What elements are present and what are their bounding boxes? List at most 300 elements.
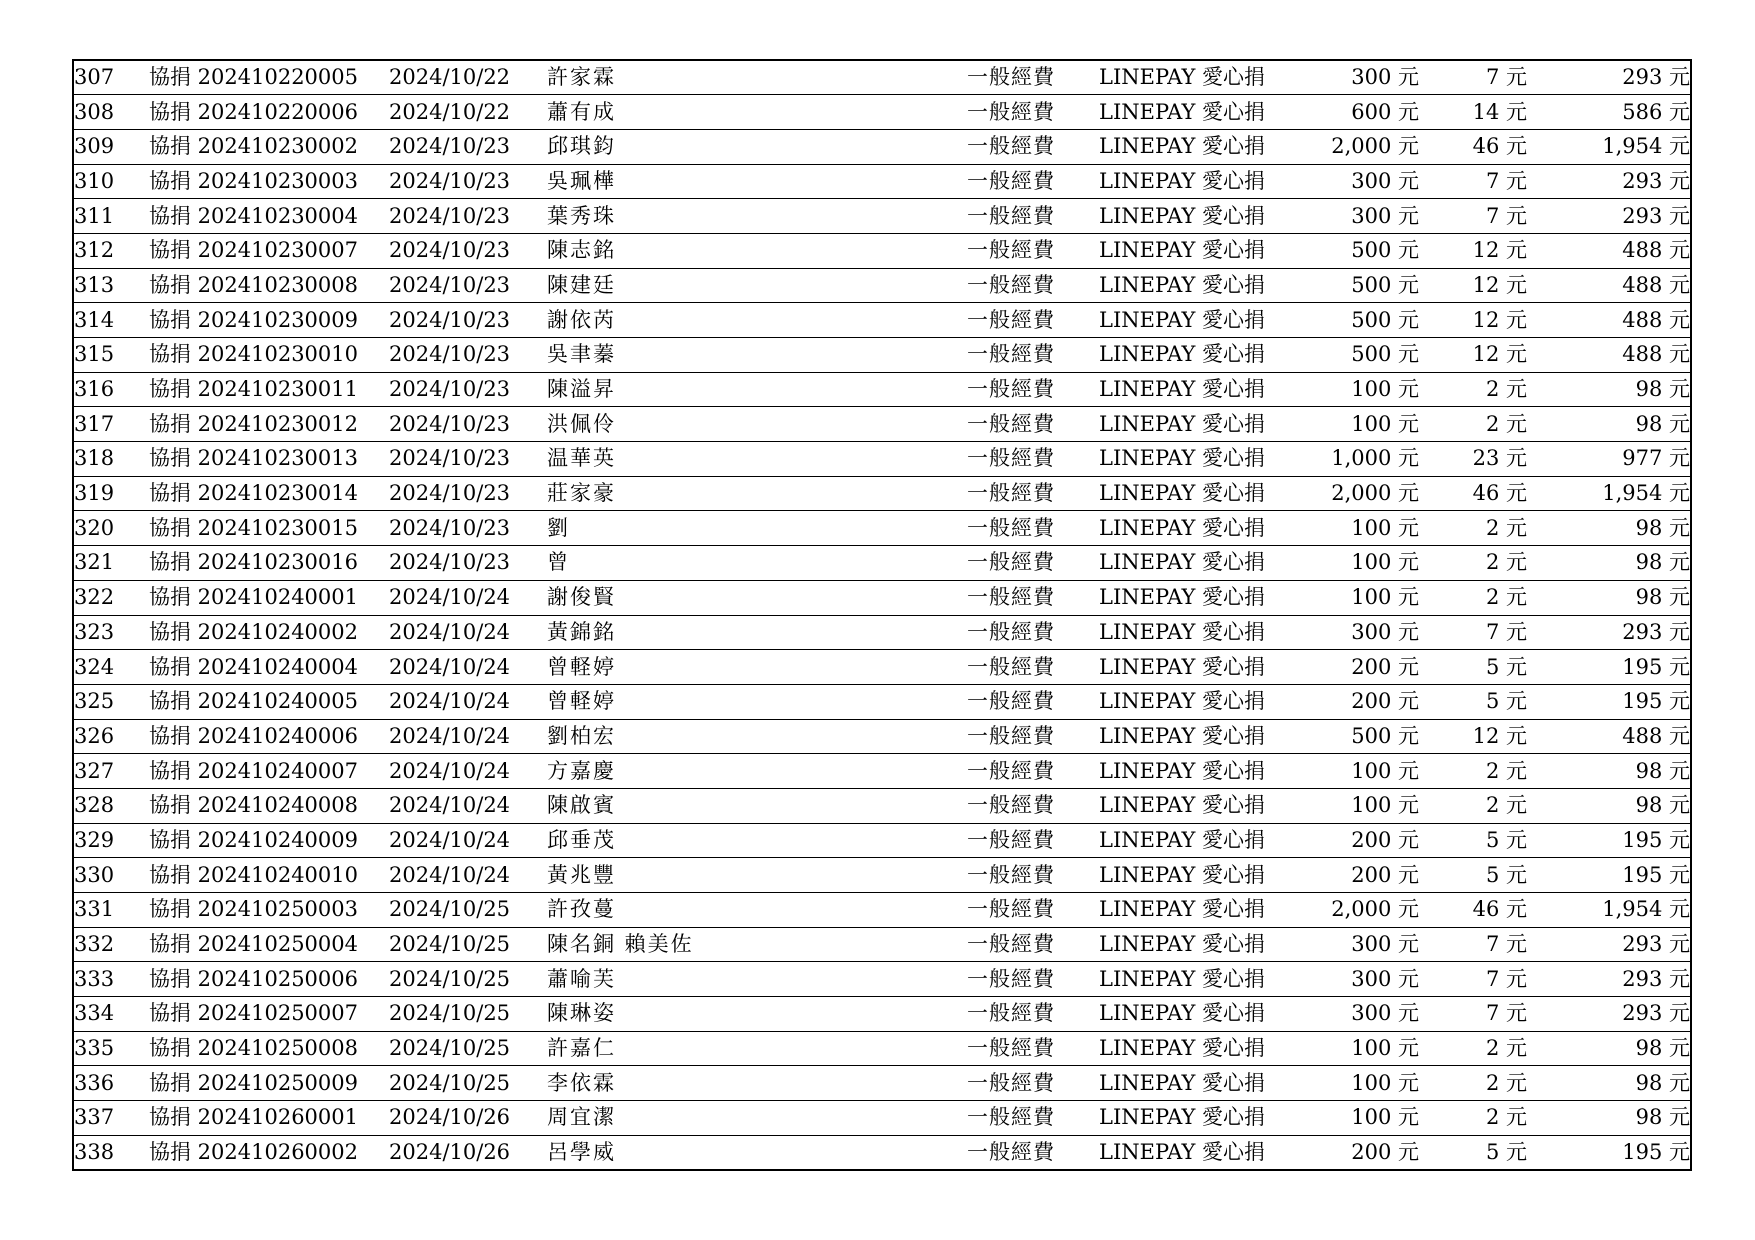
donation-purpose: 一般經費 <box>967 338 1099 373</box>
row-number: 321 <box>73 546 149 581</box>
payment-channel: LINEPAY 愛心捐 <box>1099 372 1299 407</box>
donor-name: 呂學威 <box>547 1139 616 1164</box>
donation-date: 2024/10/24 <box>389 754 547 789</box>
donation-amount: 300 元 <box>1299 997 1419 1032</box>
receipt-number: 協捐 202410260002 <box>149 1139 359 1164</box>
donation-amount: 2,000 元 <box>1299 476 1419 511</box>
row-number: 315 <box>73 338 149 373</box>
donor-name: 吳聿蓁 <box>547 338 967 373</box>
net-amount: 195 元 <box>1527 650 1691 685</box>
receipt-number: 協捐 202410220006 <box>149 95 389 130</box>
donation-date: 2024/10/24 <box>389 650 547 685</box>
donor-name: 劉柏宏 <box>547 719 967 754</box>
donation-purpose: 一般經費 <box>967 823 1099 858</box>
processing-fee: 5 元 <box>1419 650 1527 685</box>
table-row <box>73 719 1691 754</box>
receipt-number: 協捐 202410240007 <box>149 754 389 789</box>
donation-date: 2024/10/23 <box>389 233 547 268</box>
row-number: 319 <box>73 476 149 511</box>
receipt-number: 協捐 202410240008 <box>149 788 389 823</box>
payment-channel: LINEPAY 愛心捐 <box>1099 268 1299 303</box>
processing-fee: 2 元 <box>1419 407 1527 442</box>
processing-fee: 7 元 <box>1419 615 1527 650</box>
donor-name: 許嘉仁 <box>547 1031 967 1066</box>
receipt-number: 協捐 202410240005 <box>149 684 389 719</box>
donation-purpose: 一般經費 <box>967 580 1099 615</box>
donation-date: 2024/10/26 <box>389 1139 511 1164</box>
table-row <box>73 95 1691 130</box>
payment-channel: LINEPAY 愛心捐 <box>1099 1066 1299 1101</box>
donation-purpose: 一般經費 <box>967 546 1099 581</box>
net-amount: 488 元 <box>1527 268 1691 303</box>
receipt-number: 協捐 202410230014 <box>149 476 389 511</box>
donation-amount: 1,000 元 <box>1299 442 1419 477</box>
net-amount: 195 元 <box>1527 823 1691 858</box>
receipt-number: 協捐 202410230004 <box>149 199 389 234</box>
receipt-number: 協捐 202410230011 <box>149 372 389 407</box>
table-row <box>73 1101 1691 1136</box>
table-row <box>73 684 1691 719</box>
table-row <box>73 60 1691 95</box>
table-row <box>73 927 1691 962</box>
net-amount: 488 元 <box>1527 233 1691 268</box>
receipt-number: 協捐 202410250004 <box>149 927 389 962</box>
donor-name: 謝依芮 <box>547 303 967 338</box>
donation-purpose: 一般經費 <box>967 997 1099 1032</box>
donation-amount: 100 元 <box>1299 1066 1419 1101</box>
donation-amount: 200 元 <box>1299 650 1419 685</box>
payment-channel: LINEPAY 愛心捐 <box>1099 615 1299 650</box>
net-amount: 98 元 <box>1527 754 1691 789</box>
donation-amount: 2,000 元 <box>1299 129 1419 164</box>
processing-fee: 2 元 <box>1419 511 1527 546</box>
payment-channel: LINEPAY 愛心捐 <box>1099 823 1299 858</box>
donation-amount: 600 元 <box>1299 95 1419 130</box>
payment-channel: LINEPAY 愛心捐 <box>1099 95 1299 130</box>
donation-purpose: 一般經費 <box>967 129 1099 164</box>
row-number: 325 <box>73 684 149 719</box>
donation-date: 2024/10/25 <box>389 927 547 962</box>
receipt-number: 協捐 202410230012 <box>149 407 389 442</box>
row-number: 317 <box>73 407 149 442</box>
donation-amount: 100 元 <box>1299 511 1419 546</box>
row-number: 323 <box>73 615 149 650</box>
processing-fee: 46 元 <box>1419 129 1527 164</box>
donation-amount: 100 元 <box>1299 1031 1419 1066</box>
donation-purpose: 一般經費 <box>967 199 1099 234</box>
net-amount: 293 元 <box>1527 164 1691 199</box>
table-row <box>73 962 1691 997</box>
donation-amount: 100 元 <box>1299 407 1419 442</box>
processing-fee: 23 元 <box>1419 442 1527 477</box>
donation-amount: 100 元 <box>1299 1101 1419 1136</box>
receipt-number: 協捐 202410250007 <box>149 997 389 1032</box>
receipt-number: 協捐 202410240001 <box>149 580 389 615</box>
receipt-number: 協捐 202410230009 <box>149 303 389 338</box>
receipt-number: 協捐 202410250008 <box>149 1031 389 1066</box>
payment-channel: LINEPAY 愛心捐 <box>1099 129 1299 164</box>
donation-date: 2024/10/24 <box>389 719 547 754</box>
donation-amount: 500 元 <box>1299 303 1419 338</box>
payment-channel: LINEPAY 愛心捐 <box>1099 684 1299 719</box>
net-amount: 488 元 <box>1527 338 1691 373</box>
payment-channel: LINEPAY 愛心捐 <box>1099 580 1299 615</box>
donation-date: 2024/10/22 <box>389 95 547 130</box>
donor-name: 劉 <box>547 511 967 546</box>
net-amount: 488 元 <box>1527 303 1691 338</box>
donor-name: 吳珮樺 <box>547 164 967 199</box>
donor-name: 蕭有成 <box>547 95 967 130</box>
payment-channel: LINEPAY 愛心捐 <box>1099 997 1299 1032</box>
receipt-number: 協捐 202410240009 <box>149 823 389 858</box>
processing-fee: 12 元 <box>1419 338 1527 373</box>
donor-name: 李依霖 <box>547 1066 967 1101</box>
net-amount: 586 元 <box>1527 95 1691 130</box>
row-number: 320 <box>73 511 149 546</box>
donation-purpose: 一般經費 <box>967 95 1099 130</box>
donor-name: 謝俊賢 <box>547 580 967 615</box>
processing-fee: 2 元 <box>1419 1031 1527 1066</box>
net-amount: 195 元 <box>1527 858 1691 893</box>
payment-channel: LINEPAY 愛心捐 <box>1099 164 1299 199</box>
donor-name: 曾軽婷 <box>547 684 967 719</box>
payment-channel: LINEPAY 愛心捐 <box>1099 442 1299 477</box>
donation-purpose: 一般經費 <box>967 962 1099 997</box>
donation-date: 2024/10/25 <box>389 997 547 1032</box>
row-number: 308 <box>73 95 149 130</box>
donation-amount: 100 元 <box>1299 580 1419 615</box>
receipt-number: 協捐 202410250006 <box>149 962 389 997</box>
payment-channel: LINEPAY 愛心捐 <box>1099 1101 1299 1136</box>
processing-fee: 7 元 <box>1419 199 1527 234</box>
net-amount: 488 元 <box>1527 719 1691 754</box>
donation-purpose: 一般經費 <box>967 1066 1099 1101</box>
donation-amount: 300 元 <box>1299 164 1419 199</box>
payment-channel: LINEPAY 愛心捐 <box>1099 962 1299 997</box>
table-row <box>73 303 1691 338</box>
row-number: 329 <box>73 823 149 858</box>
donation-purpose: 一般經費 <box>967 1031 1099 1066</box>
payment-channel: LINEPAY 愛心捐 <box>1099 407 1299 442</box>
donation-date: 2024/10/23 <box>389 164 547 199</box>
row-number: 312 <box>73 233 149 268</box>
processing-fee: 7 元 <box>1419 927 1527 962</box>
donation-purpose: 一般經費 <box>967 164 1099 199</box>
donation-amount: 500 元 <box>1299 233 1419 268</box>
donation-date: 2024/10/24 <box>389 684 547 719</box>
donation-date: 2024/10/24 <box>389 823 547 858</box>
net-amount: 1,954 元 <box>1527 129 1691 164</box>
table-row <box>73 372 1691 407</box>
payment-channel: LINEPAY 愛心捐 <box>1099 1031 1299 1066</box>
processing-fee: 12 元 <box>1419 233 1527 268</box>
donation-amount: 100 元 <box>1299 546 1419 581</box>
table-row <box>73 1135 1691 1170</box>
processing-fee: 7 元 <box>1419 60 1527 95</box>
donor-name: 曾 <box>547 546 967 581</box>
payment-channel: LINEPAY 愛心捐 <box>1099 233 1299 268</box>
receipt-number: 協捐 202410240004 <box>149 650 389 685</box>
table-row <box>73 407 1691 442</box>
table-row <box>73 1066 1691 1101</box>
donation-amount: 300 元 <box>1299 962 1419 997</box>
receipt-number: 協捐 202410240002 <box>149 615 389 650</box>
net-amount: 293 元 <box>1527 615 1691 650</box>
table-row <box>73 997 1691 1032</box>
row-number: 316 <box>73 372 149 407</box>
donor-name: 許孜蔓 <box>547 893 967 928</box>
donation-amount: 300 元 <box>1299 927 1419 962</box>
donor-name: 陳啟賓 <box>547 788 967 823</box>
payment-channel: LINEPAY 愛心捐 <box>1099 511 1299 546</box>
donation-purpose: 一般經費 <box>967 1139 1055 1164</box>
donor-name: 曾軽婷 <box>547 650 967 685</box>
processing-fee: 7 元 <box>1419 962 1527 997</box>
donation-purpose: 一般經費 <box>967 303 1099 338</box>
payment-channel: LINEPAY 愛心捐 <box>1099 893 1299 928</box>
table-row <box>73 338 1691 373</box>
payment-channel: LINEPAY 愛心捐 <box>1099 788 1299 823</box>
row-number: 324 <box>73 650 149 685</box>
donor-name: 方嘉慶 <box>547 754 967 789</box>
receipt-number: 協捐 202410230013 <box>149 442 389 477</box>
processing-fee: 5 元 <box>1419 684 1527 719</box>
net-amount: 195 元 <box>1622 1139 1690 1164</box>
donation-purpose: 一般經費 <box>967 893 1099 928</box>
donation-amount: 2,000 元 <box>1299 893 1419 928</box>
row-number: 322 <box>73 580 149 615</box>
row-number: 313 <box>73 268 149 303</box>
row-number: 334 <box>73 997 149 1032</box>
payment-channel: LINEPAY 愛心捐 <box>1099 858 1299 893</box>
row-number: 328 <box>73 788 149 823</box>
row-number: 311 <box>73 199 149 234</box>
donor-name: 許家霖 <box>547 60 967 95</box>
donor-name: 陳溢昇 <box>547 372 967 407</box>
payment-channel: LINEPAY 愛心捐 <box>1099 303 1299 338</box>
row-number: 332 <box>73 927 149 962</box>
processing-fee: 2 元 <box>1419 372 1527 407</box>
donation-date: 2024/10/23 <box>389 476 547 511</box>
donor-name: 陳琳姿 <box>547 997 967 1032</box>
donation-purpose: 一般經費 <box>967 372 1099 407</box>
donation-amount: 200 元 <box>1299 684 1419 719</box>
donor-name: 蕭喻芙 <box>547 962 967 997</box>
donation-date: 2024/10/24 <box>389 580 547 615</box>
processing-fee: 46 元 <box>1419 476 1527 511</box>
donation-purpose: 一般經費 <box>967 858 1099 893</box>
row-number: 326 <box>73 719 149 754</box>
donation-purpose: 一般經費 <box>967 754 1099 789</box>
donor-name: 温華英 <box>547 442 967 477</box>
donation-date: 2024/10/24 <box>389 858 547 893</box>
donation-date: 2024/10/25 <box>389 962 547 997</box>
table-row <box>73 893 1691 928</box>
payment-channel: LINEPAY 愛心捐 <box>1099 60 1299 95</box>
processing-fee: 2 元 <box>1419 546 1527 581</box>
table-row <box>73 754 1691 789</box>
donation-purpose: 一般經費 <box>967 407 1099 442</box>
donation-purpose: 一般經費 <box>967 268 1099 303</box>
processing-fee: 5 元 <box>1419 858 1527 893</box>
row-number: 327 <box>73 754 149 789</box>
donation-purpose: 一般經費 <box>967 927 1099 962</box>
net-amount: 98 元 <box>1527 407 1691 442</box>
donation-purpose: 一般經費 <box>967 615 1099 650</box>
donor-name: 黃兆豐 <box>547 858 967 893</box>
receipt-number: 協捐 202410240006 <box>149 719 389 754</box>
row-number: 318 <box>73 442 149 477</box>
table-row <box>73 650 1691 685</box>
payment-channel: LINEPAY 愛心捐 <box>1099 338 1299 373</box>
processing-fee: 7 元 <box>1419 997 1527 1032</box>
table-row <box>73 1031 1691 1066</box>
net-amount: 1,954 元 <box>1527 476 1691 511</box>
donation-date: 2024/10/23 <box>389 442 547 477</box>
table-row <box>73 858 1691 893</box>
processing-fee: 5 元 <box>1419 823 1527 858</box>
table-row <box>73 442 1691 477</box>
donor-name: 黃錦銘 <box>547 615 967 650</box>
donation-date: 2024/10/25 <box>389 1031 547 1066</box>
net-amount: 98 元 <box>1527 788 1691 823</box>
donation-amount: 200 元 <box>1299 823 1419 858</box>
processing-fee: 2 元 <box>1419 1101 1527 1136</box>
receipt-number: 協捐 202410250003 <box>149 893 389 928</box>
row-number: 330 <box>73 858 149 893</box>
payment-channel: LINEPAY 愛心捐 <box>1099 719 1299 754</box>
table-row <box>73 823 1691 858</box>
ledger-body <box>73 60 1691 1170</box>
table-row <box>73 511 1691 546</box>
donation-date: 2024/10/23 <box>389 372 547 407</box>
donation-amount: 300 元 <box>1299 60 1419 95</box>
processing-fee: 2 元 <box>1419 754 1527 789</box>
net-amount: 293 元 <box>1527 962 1691 997</box>
row-number: 310 <box>73 164 149 199</box>
table-row <box>73 476 1691 511</box>
donation-purpose: 一般經費 <box>967 60 1099 95</box>
processing-fee: 7 元 <box>1419 164 1527 199</box>
row-number: 331 <box>73 893 149 928</box>
donation-date: 2024/10/23 <box>389 511 547 546</box>
donation-purpose: 一般經費 <box>967 650 1099 685</box>
donation-date: 2024/10/23 <box>389 199 547 234</box>
row-number: 333 <box>73 962 149 997</box>
row-number: 307 <box>73 60 149 95</box>
donation-amount: 100 元 <box>1299 754 1419 789</box>
receipt-number: 協捐 202410230016 <box>149 546 389 581</box>
table-row <box>73 615 1691 650</box>
table-row <box>73 788 1691 823</box>
donation-amount: 300 元 <box>1299 615 1419 650</box>
net-amount: 977 元 <box>1527 442 1691 477</box>
donation-purpose: 一般經費 <box>967 511 1099 546</box>
receipt-number: 協捐 202410240010 <box>149 858 389 893</box>
donation-purpose: 一般經費 <box>967 719 1099 754</box>
processing-fee: 2 元 <box>1419 580 1527 615</box>
donation-purpose: 一般經費 <box>967 233 1099 268</box>
processing-fee: 12 元 <box>1419 719 1527 754</box>
donation-purpose: 一般經費 <box>967 442 1099 477</box>
processing-fee: 12 元 <box>1419 268 1527 303</box>
receipt-number: 協捐 202410230007 <box>149 233 389 268</box>
donation-amount: 200 元 <box>1299 858 1419 893</box>
table-row <box>73 129 1691 164</box>
receipt-number: 協捐 202410230002 <box>149 129 389 164</box>
donation-date: 2024/10/23 <box>389 407 547 442</box>
donation-amount: 500 元 <box>1299 268 1419 303</box>
table-row <box>73 233 1691 268</box>
net-amount: 293 元 <box>1527 60 1691 95</box>
net-amount: 98 元 <box>1527 511 1691 546</box>
row-number: 335 <box>73 1031 149 1066</box>
donation-amount: 100 元 <box>1299 372 1419 407</box>
payment-channel: LINEPAY 愛心捐 <box>1099 754 1299 789</box>
receipt-number: 協捐 202410230010 <box>149 338 389 373</box>
donation-amount: 100 元 <box>1299 788 1419 823</box>
payment-channel: LINEPAY 愛心捐 <box>1099 927 1299 962</box>
donation-ledger-table <box>72 59 1692 1171</box>
processing-fee: 14 元 <box>1419 95 1527 130</box>
donation-purpose: 一般經費 <box>967 476 1099 511</box>
donation-date: 2024/10/25 <box>389 1066 547 1101</box>
donation-date: 2024/10/22 <box>389 60 547 95</box>
net-amount: 1,954 元 <box>1527 893 1691 928</box>
net-amount: 293 元 <box>1527 997 1691 1032</box>
donor-name: 洪佩伶 <box>547 407 967 442</box>
donation-purpose: 一般經費 <box>967 788 1099 823</box>
donor-name: 陳志銘 <box>547 233 967 268</box>
donation-purpose: 一般經費 <box>967 1101 1099 1136</box>
payment-channel: LINEPAY 愛心捐 <box>1099 199 1299 234</box>
table-row <box>73 199 1691 234</box>
processing-fee: 2 元 <box>1419 788 1527 823</box>
row-number: 336 <box>73 1066 149 1101</box>
donation-date: 2024/10/26 <box>389 1101 547 1136</box>
receipt-number: 協捐 202410230008 <box>149 268 389 303</box>
donor-name: 莊家豪 <box>547 476 967 511</box>
donation-date: 2024/10/23 <box>389 338 547 373</box>
table-row <box>73 268 1691 303</box>
receipt-number: 協捐 202410260001 <box>149 1101 389 1136</box>
net-amount: 98 元 <box>1527 1031 1691 1066</box>
net-amount: 293 元 <box>1527 927 1691 962</box>
donation-date: 2024/10/23 <box>389 129 547 164</box>
donation-date: 2024/10/23 <box>389 546 547 581</box>
payment-channel: LINEPAY 愛心捐 <box>1099 546 1299 581</box>
processing-fee: 5 元 <box>1485 1139 1527 1164</box>
table-row <box>73 164 1691 199</box>
net-amount: 98 元 <box>1527 1066 1691 1101</box>
row-number: 337 <box>73 1101 149 1136</box>
net-amount: 98 元 <box>1527 1101 1691 1136</box>
row-number: 309 <box>73 129 149 164</box>
net-amount: 98 元 <box>1527 580 1691 615</box>
donor-name: 葉秀珠 <box>547 199 967 234</box>
receipt-number: 協捐 202410220005 <box>149 60 389 95</box>
payment-channel: LINEPAY 愛心捐 <box>1099 650 1299 685</box>
processing-fee: 2 元 <box>1419 1066 1527 1101</box>
donor-name: 陳名銅 賴美佐 <box>547 927 967 962</box>
table-row <box>73 546 1691 581</box>
donor-name: 陳建廷 <box>547 268 967 303</box>
donation-date: 2024/10/24 <box>389 788 547 823</box>
donation-date: 2024/10/23 <box>389 303 547 338</box>
row-number: 314 <box>73 303 149 338</box>
donation-date: 2024/10/23 <box>389 268 547 303</box>
payment-channel: LINEPAY 愛心捐 <box>1099 1139 1266 1164</box>
